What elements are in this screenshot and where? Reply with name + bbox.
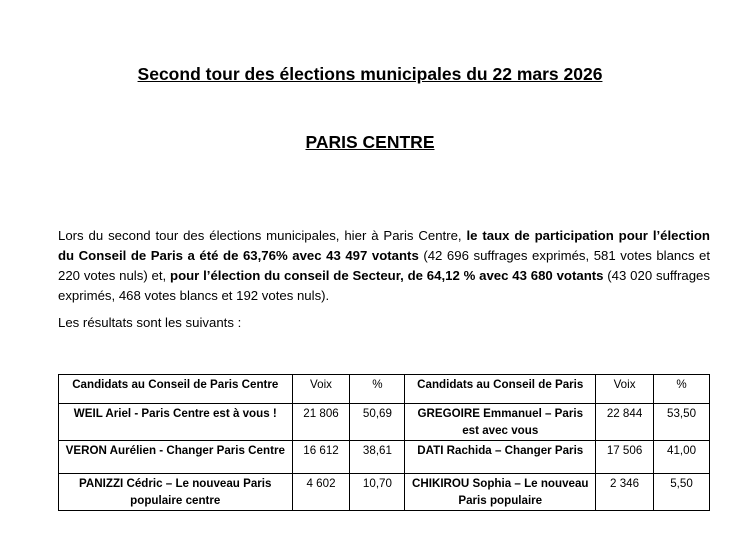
candidate-centre: PANIZZI Cédric – Le nouveau Paris populaire centre [59, 474, 293, 511]
candidate-paris: DATI Rachida – Changer Paris [405, 441, 596, 474]
results-label: Les résultats sont les suivants : [58, 315, 242, 330]
header-candidates-centre: Candidats au Conseil de Paris Centre [59, 375, 293, 404]
header-votes-paris: Voix [596, 375, 654, 404]
candidate-paris: GREGOIRE Emmanuel – Paris est avec vous [405, 404, 596, 441]
percent-centre: 10,70 [350, 474, 405, 511]
percent-paris: 53,50 [654, 404, 710, 441]
votes-centre: 21 806 [292, 404, 350, 441]
percent-centre: 50,69 [350, 404, 405, 441]
intro-paragraph [58, 226, 710, 306]
intro-text-2: (42 696 suffrages exprimés, 581 votes blancs et 220 votes nuls) et, [58, 248, 710, 283]
votes-paris: 17 506 [596, 441, 654, 474]
document-title: Second tour des élections municipales du 22 mars 2026 [137, 64, 603, 84]
header-percent-paris: % [654, 375, 710, 404]
percent-paris: 5,50 [654, 474, 710, 511]
intro-bold-2: pour l’élection du conseil de Secteur, de 64,12 % avec 43 680 votants [170, 268, 604, 283]
table-header-row [59, 375, 710, 404]
candidate-centre: WEIL Ariel - Paris Centre est à vous ! [59, 404, 293, 441]
intro-bold-1: le taux de participation pour l’élection du Conseil de Paris a été de 63,76% avec 43 497 votants [58, 228, 710, 263]
header-percent-centre: % [350, 375, 405, 404]
votes-paris: 2 346 [596, 474, 654, 511]
district-heading: PARIS CENTRE [305, 132, 435, 152]
percent-paris: 41,00 [654, 441, 710, 474]
table-row [59, 441, 710, 474]
table-row [59, 474, 710, 511]
candidate-paris: CHIKIROU Sophia – Le nouveau Paris populaire [405, 474, 596, 511]
intro-text-3: (43 020 suffrages exprimés, 468 votes blancs et 192 votes nuls). [58, 268, 710, 303]
votes-paris: 22 844 [596, 404, 654, 441]
votes-centre: 4 602 [292, 474, 350, 511]
results-table [58, 374, 710, 511]
header-candidates-paris: Candidats au Conseil de Paris [405, 375, 596, 404]
intro-text-1: Lors du second tour des élections municipales, hier à Paris Centre, [58, 228, 467, 243]
percent-centre: 38,61 [350, 441, 405, 474]
header-votes-centre: Voix [292, 375, 350, 404]
candidate-centre: VERON Aurélien - Changer Paris Centre [59, 441, 293, 474]
table-row [59, 404, 710, 441]
votes-centre: 16 612 [292, 441, 350, 474]
